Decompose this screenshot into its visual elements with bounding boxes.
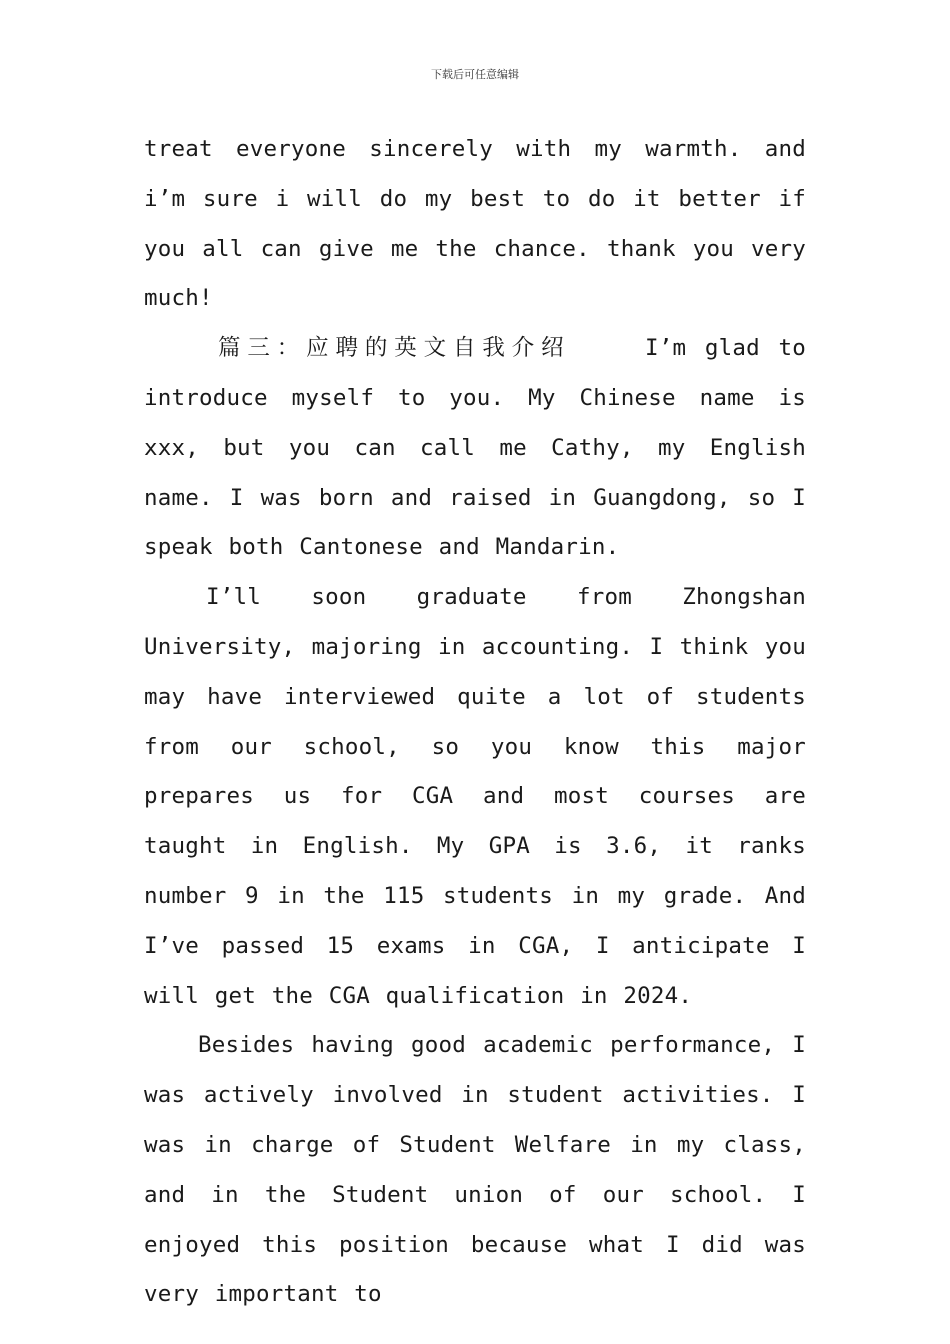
section-heading: 篇三：应聘的英文自我介绍 — [218, 335, 571, 362]
paragraph-activities: Besides having good academic performance, I was actively involved in student activities. I was in charge of Student Welfare in my class, and in the Student union of our school. I enjoyed this position because what I did was very important to — [144, 1032, 806, 1308]
paragraph-education: I’ll soon graduate from Zhongshan University, majoring in accounting. I think you may have interviewed quite a lot of students from our school, so you know this major prepares us for CGA and most courses are taught in English. My GPA is 3.6, it ranks number 9 in the 115 students in my grade. And I’ve passed 15 exams in CGA, I anticipate I will get the CGA qualification in 2024. — [144, 584, 806, 1009]
document-body — [144, 125, 806, 1320]
paragraph-closing: treat everyone sincerely with my warmth. and i’m sure i will do my best to do it better if you all can give me the chance. thank you very much! — [144, 136, 806, 312]
intro-text: I’m glad to introduce myself to you. My Chinese name is xxx, but you can call me Cathy, my English name. I was born and raised in Guangdong, so I speak both Cantonese and Mandarin. — [144, 335, 806, 561]
page-header: 下载后可任意编辑 — [431, 68, 519, 81]
paragraph-intro — [144, 324, 806, 573]
